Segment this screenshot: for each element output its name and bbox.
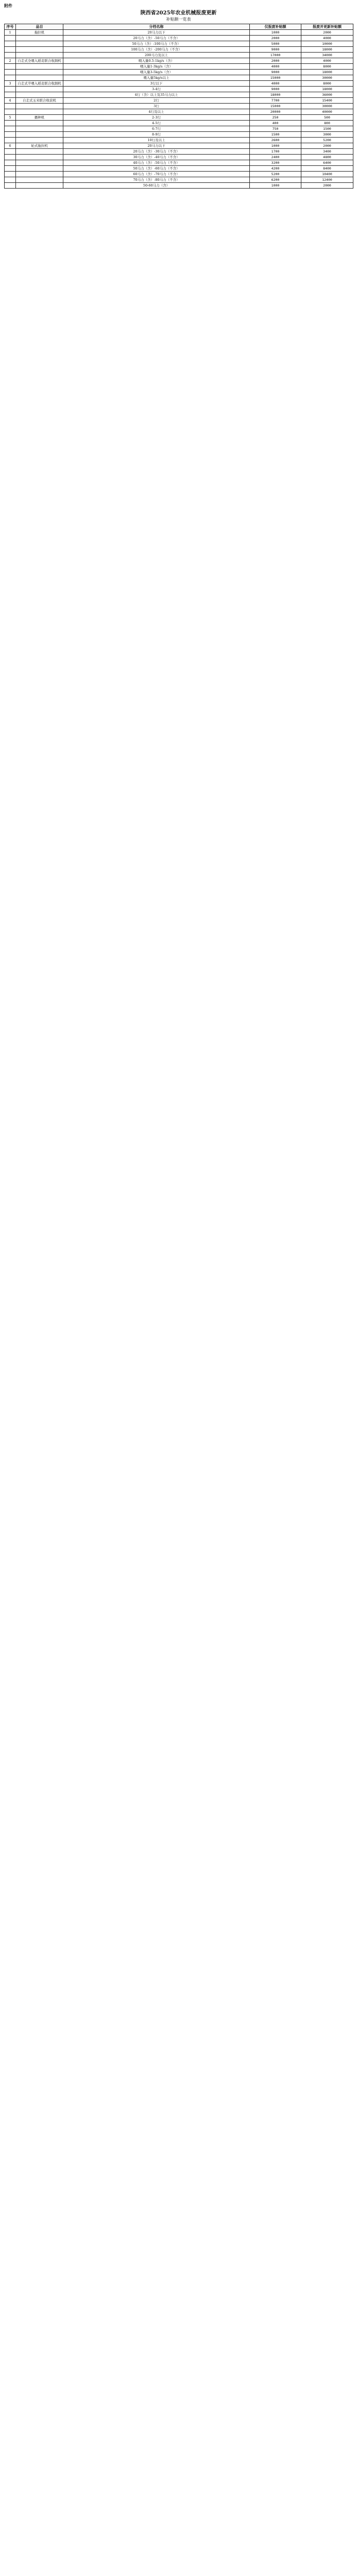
row-spec: 60马力（含）-70马力（不含） xyxy=(63,172,250,177)
row-serial-number xyxy=(5,183,16,189)
row-spec: 喂入量0.5-1kg/s（含） xyxy=(63,58,250,64)
row-spec: 20马力以下 xyxy=(63,30,250,36)
row-renew-subsidy: 3400 xyxy=(301,149,353,155)
row-item xyxy=(16,87,63,92)
row-scrap-subsidy: 2000 xyxy=(250,36,301,41)
header-scrap-subsidy: 仅报废补贴额 xyxy=(250,24,301,30)
row-item xyxy=(16,126,63,132)
row-renew-subsidy: 8000 xyxy=(301,81,353,87)
row-serial-number xyxy=(5,75,16,81)
row-renew-subsidy: 1500 xyxy=(301,126,353,132)
row-item xyxy=(16,177,63,183)
row-spec: 喂入量3-5kg/s（含） xyxy=(63,70,250,75)
row-serial-number xyxy=(5,160,16,166)
row-renew-subsidy: 4800 xyxy=(301,155,353,160)
row-spec: 200马力及以上 xyxy=(63,53,250,58)
row-serial-number xyxy=(5,64,16,70)
row-renew-subsidy: 4000 xyxy=(301,58,353,64)
row-serial-number xyxy=(5,53,16,58)
attachment-label: 附件 xyxy=(4,4,12,8)
row-renew-subsidy: 5200 xyxy=(301,138,353,143)
row-spec: 2行 xyxy=(63,98,250,104)
row-scrap-subsidy: 18000 xyxy=(250,92,301,98)
row-serial-number xyxy=(5,149,16,155)
row-spec: 100马力（含）-200马力（不含） xyxy=(63,47,250,53)
row-scrap-subsidy: 6200 xyxy=(250,177,301,183)
row-renew-subsidy: 2000 xyxy=(301,183,353,189)
row-item xyxy=(16,155,63,160)
row-spec: 4行及以上 xyxy=(63,109,250,115)
document-subtitle: 补贴额一览表 xyxy=(166,17,191,22)
row-renew-subsidy: 10400 xyxy=(301,172,353,177)
table-row xyxy=(5,92,353,98)
table-row xyxy=(5,98,353,104)
row-item: 自走式半喂入稻麦联合收割机 xyxy=(16,81,63,87)
row-scrap-subsidy: 5200 xyxy=(250,172,301,177)
row-item: 播种机 xyxy=(16,115,63,121)
row-scrap-subsidy: 1500 xyxy=(250,132,301,138)
row-renew-subsidy: 10000 xyxy=(301,41,353,47)
row-scrap-subsidy: 20000 xyxy=(250,109,301,115)
row-item xyxy=(16,132,63,138)
row-item xyxy=(16,121,63,126)
row-scrap-subsidy: 3200 xyxy=(250,160,301,166)
row-serial-number xyxy=(5,172,16,177)
row-scrap-subsidy: 7700 xyxy=(250,98,301,104)
row-renew-subsidy: 36000 xyxy=(301,92,353,98)
row-scrap-subsidy: 9000 xyxy=(250,47,301,53)
row-scrap-subsidy: 1000 xyxy=(250,30,301,36)
row-spec: 4-5行 xyxy=(63,121,250,126)
row-spec: 50马力（含）-60马力（不含） xyxy=(63,166,250,172)
row-renew-subsidy: 18000 xyxy=(301,87,353,92)
row-scrap-subsidy: 4000 xyxy=(250,64,301,70)
row-scrap-subsidy: 1000 xyxy=(250,183,301,189)
row-serial-number: 6 xyxy=(5,143,16,149)
row-scrap-subsidy: 9000 xyxy=(250,87,301,92)
row-serial-number xyxy=(5,92,16,98)
table-row xyxy=(5,155,353,160)
table-row xyxy=(5,183,353,189)
row-item xyxy=(16,75,63,81)
table-row xyxy=(5,58,353,64)
table-row xyxy=(5,30,353,36)
row-scrap-subsidy: 2000 xyxy=(250,58,301,64)
row-renew-subsidy: 34000 xyxy=(301,53,353,58)
row-serial-number: 1 xyxy=(5,30,16,36)
header-spec: 分档名称 xyxy=(63,24,250,30)
row-spec: 4行（含）以上及35马力以上 xyxy=(63,92,250,98)
row-scrap-subsidy: 750 xyxy=(250,126,301,132)
row-spec: 20马力（含）-30马力（不含） xyxy=(63,149,250,155)
table-row xyxy=(5,166,353,172)
table-row xyxy=(5,64,353,70)
subsidy-table xyxy=(4,24,353,189)
row-scrap-subsidy: 5000 xyxy=(250,41,301,47)
row-spec: 10行及以上 xyxy=(63,138,250,143)
row-item xyxy=(16,47,63,53)
table-row xyxy=(5,70,353,75)
table-row xyxy=(5,143,353,149)
row-serial-number xyxy=(5,109,16,115)
row-renew-subsidy: 2000 xyxy=(301,143,353,149)
row-serial-number xyxy=(5,132,16,138)
table-row xyxy=(5,109,353,115)
row-scrap-subsidy: 400 xyxy=(250,121,301,126)
row-serial-number xyxy=(5,47,16,53)
row-renew-subsidy: 2000 xyxy=(301,30,353,36)
table-row xyxy=(5,36,353,41)
row-spec: 喂入量1-3kg/s（含） xyxy=(63,64,250,70)
row-spec: 6-7行 xyxy=(63,126,250,132)
row-scrap-subsidy: 4000 xyxy=(250,81,301,87)
row-item: 轮式拖拉机 xyxy=(16,143,63,149)
row-renew-subsidy: 4000 xyxy=(301,36,353,41)
row-renew-subsidy: 8400 xyxy=(301,166,353,172)
row-spec: 8-9行 xyxy=(63,132,250,138)
document-title: 陕西省2025年农业机械报废更新 xyxy=(140,10,217,16)
row-serial-number: 4 xyxy=(5,98,16,104)
row-serial-number xyxy=(5,166,16,172)
row-spec: 喂入量5kg/s以上 xyxy=(63,75,250,81)
header-serial-number: 序号 xyxy=(5,24,16,30)
table-row xyxy=(5,75,353,81)
table-row xyxy=(5,172,353,177)
row-serial-number: 5 xyxy=(5,115,16,121)
row-spec: 50马力（含）-100马力（不含） xyxy=(63,41,250,47)
row-scrap-subsidy: 250 xyxy=(250,115,301,121)
row-scrap-subsidy: 1700 xyxy=(250,149,301,155)
row-spec: 20马力以下 xyxy=(63,143,250,149)
row-scrap-subsidy: 9000 xyxy=(250,70,301,75)
header-item: 品目 xyxy=(16,24,63,30)
row-item xyxy=(16,160,63,166)
row-scrap-subsidy: 1000 xyxy=(250,143,301,149)
row-serial-number xyxy=(5,70,16,75)
document-page xyxy=(0,0,357,194)
table-row xyxy=(5,104,353,109)
row-renew-subsidy: 800 xyxy=(301,121,353,126)
row-item xyxy=(16,64,63,70)
row-renew-subsidy: 500 xyxy=(301,115,353,121)
row-renew-subsidy: 3000 xyxy=(301,132,353,138)
row-serial-number xyxy=(5,36,16,41)
row-scrap-subsidy: 15000 xyxy=(250,104,301,109)
row-spec: 3-4行 xyxy=(63,87,250,92)
row-item: 自走式玉米联合收获机 xyxy=(16,98,63,104)
table-row xyxy=(5,87,353,92)
row-item xyxy=(16,138,63,143)
row-item: 拖拉机 xyxy=(16,30,63,36)
row-serial-number xyxy=(5,155,16,160)
row-item xyxy=(16,183,63,189)
row-item xyxy=(16,53,63,58)
row-serial-number xyxy=(5,177,16,183)
row-item: 自走式全喂入稻麦联合收割机 xyxy=(16,58,63,64)
row-spec: 30马力（含）-40马力（不含） xyxy=(63,155,250,160)
row-renew-subsidy: 40000 xyxy=(301,109,353,115)
row-item xyxy=(16,70,63,75)
row-renew-subsidy: 18000 xyxy=(301,47,353,53)
row-spec: 20马力（含）-50马力（不含） xyxy=(63,36,250,41)
row-spec: 40马力（含）-50马力（不含） xyxy=(63,160,250,166)
row-scrap-subsidy: 15000 xyxy=(250,75,301,81)
row-item xyxy=(16,172,63,177)
table-row xyxy=(5,177,353,183)
row-scrap-subsidy: 17000 xyxy=(250,53,301,58)
row-item xyxy=(16,104,63,109)
row-renew-subsidy: 30000 xyxy=(301,104,353,109)
row-renew-subsidy: 6400 xyxy=(301,160,353,166)
table-row xyxy=(5,53,353,58)
table-row xyxy=(5,126,353,132)
table-row xyxy=(5,47,353,53)
row-serial-number: 3 xyxy=(5,81,16,87)
row-renew-subsidy: 15400 xyxy=(301,98,353,104)
row-spec: 70马力（含）-80马力（不含） xyxy=(63,177,250,183)
table-body xyxy=(5,30,353,189)
row-spec: 50-60马力（含） xyxy=(63,183,250,189)
table-row xyxy=(5,132,353,138)
table-row xyxy=(5,115,353,121)
row-scrap-subsidy: 2400 xyxy=(250,155,301,160)
row-serial-number xyxy=(5,121,16,126)
table-row xyxy=(5,138,353,143)
row-spec: 3行 xyxy=(63,104,250,109)
row-item xyxy=(16,109,63,115)
row-serial-number: 2 xyxy=(5,58,16,64)
table-header-row xyxy=(5,24,353,30)
row-spec: 2-3行 xyxy=(63,115,250,121)
row-item xyxy=(16,41,63,47)
row-renew-subsidy: 12400 xyxy=(301,177,353,183)
row-spec: 3行以下 xyxy=(63,81,250,87)
row-item xyxy=(16,149,63,155)
table-row xyxy=(5,81,353,87)
header-renew-subsidy: 报废并更新补贴额 xyxy=(301,24,353,30)
table-row xyxy=(5,41,353,47)
row-serial-number xyxy=(5,138,16,143)
row-renew-subsidy: 18000 xyxy=(301,70,353,75)
row-item xyxy=(16,36,63,41)
table-row xyxy=(5,149,353,155)
row-scrap-subsidy: 4200 xyxy=(250,166,301,172)
table-row xyxy=(5,160,353,166)
row-item xyxy=(16,166,63,172)
row-serial-number xyxy=(5,41,16,47)
row-item xyxy=(16,92,63,98)
table-row xyxy=(5,121,353,126)
row-renew-subsidy: 30000 xyxy=(301,75,353,81)
row-renew-subsidy: 8000 xyxy=(301,64,353,70)
row-serial-number xyxy=(5,104,16,109)
row-scrap-subsidy: 2600 xyxy=(250,138,301,143)
row-serial-number xyxy=(5,87,16,92)
row-serial-number xyxy=(5,126,16,132)
